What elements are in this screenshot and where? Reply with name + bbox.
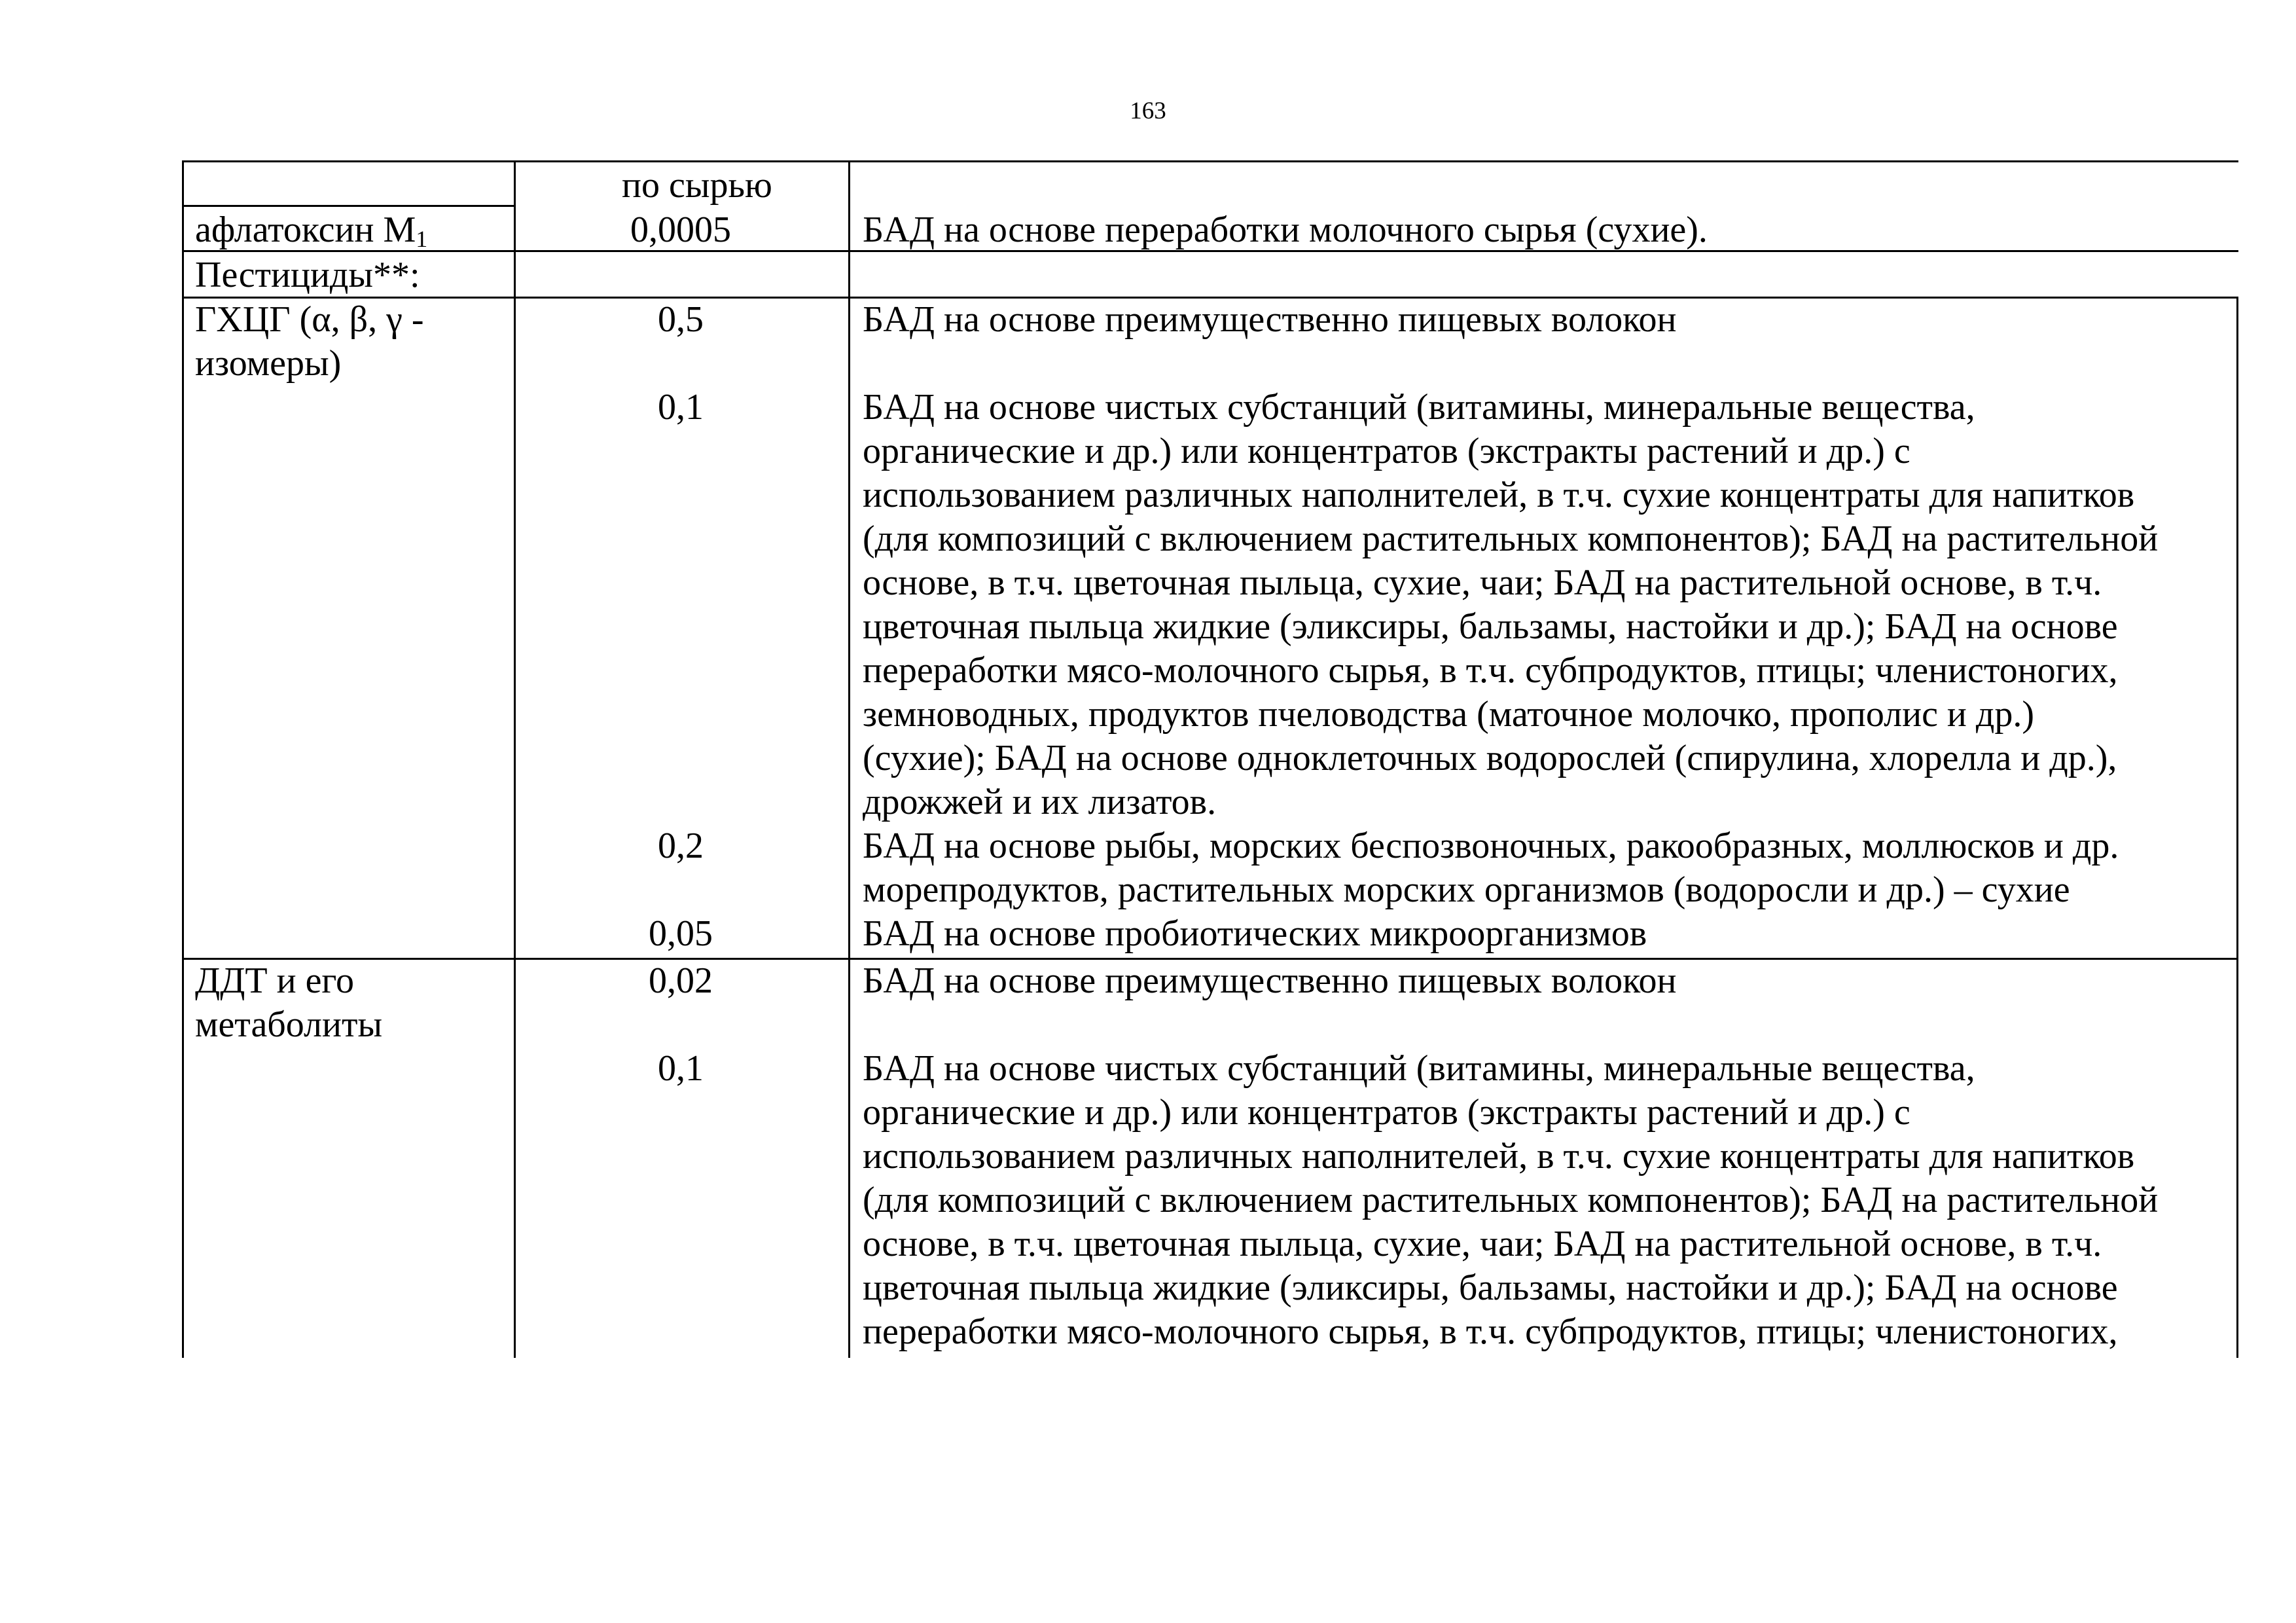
hch-value: 0,05	[649, 913, 713, 954]
table-rule	[514, 160, 516, 1358]
ddt-description: БАД на основе преимущественно пищевых волокон	[863, 960, 1677, 1001]
hch-description: основе, в т.ч. цветочная пыльца, сухие, чаи; БАД на растительной основе, в т.ч.	[863, 562, 2102, 603]
ddt-description: (для композиций с включением растительных компонентов); БАД на растительной	[863, 1180, 2159, 1220]
hch-description: использованием различных наполнителей, в т.ч. сухие концентраты для напитков	[863, 475, 2135, 515]
ddt-description: использованием различных наполнителей, в т.ч. сухие концентраты для напитков	[863, 1136, 2135, 1176]
table-rule	[182, 160, 184, 1358]
hch-description: БАД на основе пробиотических микроорганизмов	[863, 913, 1647, 954]
hch-name: ГХЦГ (α, β, γ -	[195, 299, 424, 340]
ddt-description: переработки мясо-молочного сырья, в т.ч. субпродуктов, птицы; членистоногих,	[863, 1311, 2118, 1352]
hch-value: 0,2	[658, 826, 704, 866]
hch-description: переработки мясо-молочного сырья, в т.ч. субпродуктов, птицы; членистоногих,	[863, 650, 2118, 691]
table-rule	[182, 205, 516, 207]
hch-description: БАД на основе чистых субстанций (витамины, минеральные вещества,	[863, 387, 1975, 428]
hch-description: дрожжей и их лизатов.	[863, 782, 1217, 822]
ddt-name: метаболиты	[195, 1004, 383, 1045]
hch-description: цветочная пыльца жидкие (эликсиры, бальзамы, настойки и др.); БАД на основе	[863, 606, 2118, 647]
page-number: 163	[1130, 98, 1166, 124]
aflatoxin-value: 0,0005	[630, 210, 731, 250]
aflatoxin-name: афлатоксин $М_1$	[195, 210, 428, 252]
hch-description: органические и др.) или концентратов (экстракты растений и др.) с	[863, 431, 1910, 471]
hch-value: 0,5	[658, 299, 704, 340]
aflatoxin-description: БАД на основе переработки молочного сырья (сухие).	[863, 210, 1708, 250]
ddt-description: основе, в т.ч. цветочная пыльца, сухие, чаи; БАД на растительной основе, в т.ч.	[863, 1224, 2102, 1264]
hch-description: (сухие); БАД на основе одноклеточных водорослей (спирулина, хлорелла и др.),	[863, 738, 2117, 778]
hch-description: БАД на основе рыбы, морских беспозвоночных, ракообразных, моллюсков и др.	[863, 826, 2119, 866]
table-rule	[182, 160, 2238, 162]
ddt-description: цветочная пыльца жидкие (эликсиры, бальзамы, настойки и др.); БАД на основе	[863, 1267, 2118, 1308]
hch-description: земноводных, продуктов пчеловодства (маточное молочко, прополис и др.)	[863, 694, 2035, 735]
table-rule	[2236, 297, 2238, 1358]
hch-description: БАД на основе преимущественно пищевых волокон	[863, 299, 1677, 340]
pesticides-heading: Пестициды**:	[195, 255, 420, 295]
hch-description: морепродуктов, растительных морских организмов (водоросли и др.) – сухие	[863, 869, 2070, 910]
ddt-value: 0,02	[649, 960, 713, 1001]
ddt-value: 0,1	[658, 1048, 704, 1089]
continuation-value: по сырью	[622, 165, 772, 206]
table-rule	[848, 160, 850, 1358]
ddt-name: ДДТ и его	[195, 960, 355, 1001]
ddt-description: БАД на основе чистых субстанций (витамины, минеральные вещества,	[863, 1048, 1975, 1089]
hch-value: 0,1	[658, 387, 704, 428]
hch-name: изомеры)	[195, 343, 342, 384]
hch-description: (для композиций с включением растительных компонентов); БАД на растительной	[863, 519, 2159, 559]
ddt-description: органические и др.) или концентратов (экстракты растений и др.) с	[863, 1092, 1910, 1133]
